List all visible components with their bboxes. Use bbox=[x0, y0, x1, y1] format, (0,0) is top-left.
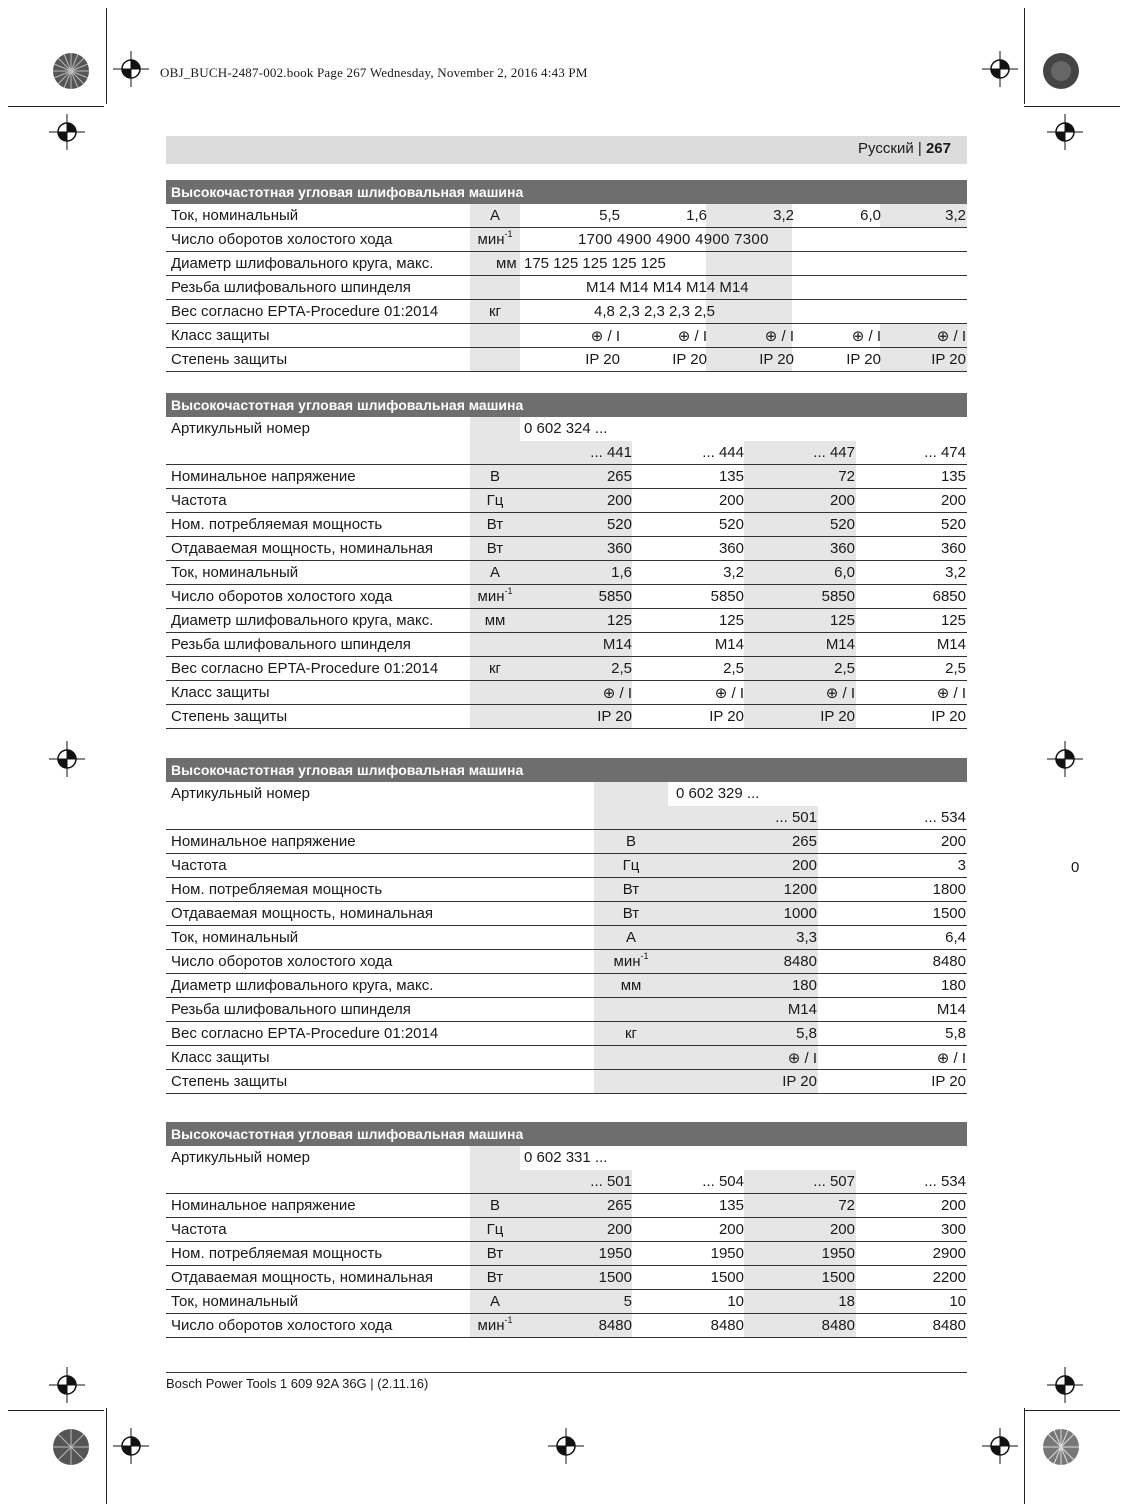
table-row bbox=[166, 276, 967, 300]
table-row bbox=[166, 609, 967, 633]
article-label: Артикульный номер bbox=[171, 1149, 310, 1166]
row-label: Вес согласно EPTA-Procedure 01:2014 bbox=[171, 303, 439, 320]
value-cell: M14 bbox=[825, 636, 855, 653]
side-mark: 0 bbox=[1071, 859, 1080, 876]
value-cell: 1500 bbox=[598, 1269, 632, 1286]
row-label: Класс защиты bbox=[171, 327, 270, 344]
row-unit: мин$^{-1}$ bbox=[613, 951, 649, 970]
row-unit: мин$^{-1}$ bbox=[477, 1315, 513, 1334]
row-label: Вес согласно EPTA-Procedure 01:2014 bbox=[171, 1025, 439, 1042]
value-cell: 1950 bbox=[821, 1245, 855, 1262]
article-label: Артикульный номер bbox=[171, 420, 310, 437]
article-number: 0 602 331 ... bbox=[524, 1149, 608, 1166]
value-cell: M14 bbox=[714, 636, 744, 653]
value-cell: 1,6 bbox=[611, 564, 632, 581]
row-label: Частота bbox=[171, 1221, 227, 1238]
table-row bbox=[166, 1022, 967, 1046]
model-row bbox=[166, 806, 967, 830]
color-wheel-top-right bbox=[1042, 52, 1080, 90]
value-cell: 5,5 bbox=[599, 207, 620, 224]
value-cell: 1500 bbox=[932, 905, 966, 922]
value-cell: IP 20 bbox=[931, 708, 966, 725]
article-number: 0 602 324 ... bbox=[524, 420, 608, 437]
protection-class-icon: ⊕ / I bbox=[714, 685, 744, 702]
table-row bbox=[166, 1046, 967, 1070]
value-cell: 125 bbox=[606, 612, 632, 629]
table-row bbox=[166, 513, 967, 537]
crop-line bbox=[106, 1408, 107, 1504]
value-cell: M14 bbox=[936, 636, 966, 653]
value-cell: 520 bbox=[718, 516, 744, 533]
row-label: Диаметр шлифовального круга, макс. bbox=[171, 977, 434, 994]
value-cell: 200 bbox=[829, 1221, 855, 1238]
spec-table-1 bbox=[166, 180, 967, 372]
table-row bbox=[166, 998, 967, 1022]
row-label: Частота bbox=[171, 857, 227, 874]
page-header-text bbox=[858, 140, 951, 157]
registration-mark-top-right bbox=[982, 51, 1018, 87]
article-number: 0 602 329 ... bbox=[676, 785, 760, 802]
value-cell: IP 20 bbox=[931, 1073, 966, 1090]
table-row bbox=[166, 705, 967, 729]
row-unit: Гц bbox=[486, 1221, 504, 1238]
value-cell: 3 bbox=[957, 857, 966, 874]
protection-class-icon: ⊕ / I bbox=[764, 328, 794, 345]
row-label: Ток, номинальный bbox=[171, 1293, 299, 1310]
value-cell: 180 bbox=[791, 977, 817, 994]
value-cell: 6,4 bbox=[945, 929, 966, 946]
row-label: Степень защиты bbox=[171, 1073, 288, 1090]
table-row bbox=[166, 300, 967, 324]
value-cell: 1950 bbox=[710, 1245, 744, 1262]
row-unit: мм bbox=[620, 977, 642, 994]
language-label: Русский bbox=[858, 140, 914, 157]
table-row bbox=[166, 854, 967, 878]
value-cell: 125 bbox=[718, 612, 744, 629]
value-cell: 520 bbox=[829, 516, 855, 533]
protection-class-icon: ⊕ / I bbox=[590, 328, 620, 345]
value-cell: M14 bbox=[602, 636, 632, 653]
value-cell: M14 bbox=[936, 1001, 966, 1018]
value-cell: 360 bbox=[829, 540, 855, 557]
value-cell: 200 bbox=[718, 1221, 744, 1238]
row-unit: Гц bbox=[622, 857, 640, 874]
registration-mark-bottom-left bbox=[113, 1428, 149, 1464]
table-title: Высокочастотная угловая шлифовальная машина bbox=[166, 180, 967, 204]
row-label: Ном. потребляемая мощность bbox=[171, 516, 383, 533]
value-cell: 18 bbox=[838, 1293, 855, 1310]
row-label: Вес согласно EPTA-Procedure 01:2014 bbox=[171, 660, 439, 677]
value-cell: 265 bbox=[606, 468, 632, 485]
row-label: Отдаваемая мощность, номинальная bbox=[171, 1269, 433, 1286]
value-cell: 8480 bbox=[783, 953, 817, 970]
registration-mark-left-upper bbox=[49, 114, 85, 150]
row-unit: A bbox=[489, 564, 500, 581]
row-unit: Вт bbox=[486, 1245, 504, 1262]
value-cell: 265 bbox=[791, 833, 817, 850]
model-number: ... 501 bbox=[775, 809, 817, 826]
spec-table-4 bbox=[166, 1122, 967, 1338]
table-row bbox=[166, 830, 967, 854]
table-row bbox=[166, 1242, 967, 1266]
value-cell: 135 bbox=[718, 468, 744, 485]
value-cell: 6,0 bbox=[860, 207, 881, 224]
page-footer: Bosch Power Tools 1 609 92A 36G | (2.11.16) bbox=[166, 1376, 429, 1391]
value-cell: 1,6 bbox=[686, 207, 707, 224]
row-unit: Вт bbox=[622, 881, 640, 898]
model-number: ... 441 bbox=[590, 444, 632, 461]
model-number: ... 534 bbox=[924, 1173, 966, 1190]
table-row bbox=[166, 228, 967, 252]
table-title: Высокочастотная угловая шлифовальная машина bbox=[166, 393, 967, 417]
value-cell: 10 bbox=[727, 1293, 744, 1310]
protection-class-icon: ⊕ / I bbox=[936, 1050, 966, 1067]
value-cell: 360 bbox=[606, 540, 632, 557]
value-cell: 2,5 bbox=[723, 660, 744, 677]
row-label: Ток, номинальный bbox=[171, 929, 299, 946]
row-unit: A bbox=[489, 1293, 500, 1310]
value-cell: 5850 bbox=[710, 588, 744, 605]
row-label: Диаметр шлифовального круга, макс. bbox=[171, 255, 434, 272]
table-row bbox=[166, 950, 967, 974]
crop-line bbox=[8, 106, 104, 107]
table-title: Высокочастотная угловая шлифовальная машина bbox=[166, 758, 967, 782]
value-cell: 1950 bbox=[598, 1245, 632, 1262]
color-wheel-bottom-left bbox=[52, 1428, 90, 1466]
row-label: Отдаваемая мощность, номинальная bbox=[171, 905, 433, 922]
value-cell: 360 bbox=[718, 540, 744, 557]
crop-line bbox=[1024, 1408, 1025, 1504]
value-cell: IP 20 bbox=[672, 351, 707, 368]
registration-mark-right-upper bbox=[1047, 114, 1083, 150]
row-unit: Вт bbox=[622, 905, 640, 922]
value-cell: 3,3 bbox=[796, 929, 817, 946]
value-cell: 5,8 bbox=[945, 1025, 966, 1042]
table-row bbox=[166, 878, 967, 902]
value-cell: IP 20 bbox=[846, 351, 881, 368]
value-cell: 125 bbox=[829, 612, 855, 629]
table-row bbox=[166, 1266, 967, 1290]
table-row bbox=[166, 657, 967, 681]
row-unit: Вт bbox=[486, 516, 504, 533]
value-cell: 5850 bbox=[598, 588, 632, 605]
row-unit: мм bbox=[484, 612, 506, 629]
value-cell: 135 bbox=[718, 1197, 744, 1214]
color-wheel-bottom-right bbox=[1042, 1428, 1080, 1466]
row-unit: В bbox=[489, 468, 500, 485]
row-unit: кг bbox=[624, 1025, 638, 1042]
registration-mark-bottom-right bbox=[982, 1428, 1018, 1464]
model-number: ... 504 bbox=[702, 1173, 744, 1190]
registration-mark-top-left bbox=[113, 51, 149, 87]
row-unit: Вт bbox=[486, 540, 504, 557]
value-cell: 200 bbox=[606, 1221, 632, 1238]
table-row bbox=[166, 902, 967, 926]
value-cell: 8480 bbox=[932, 1317, 966, 1334]
color-wheel-top-left bbox=[52, 52, 90, 90]
row-label: Резьба шлифовального шпинделя bbox=[171, 279, 411, 296]
model-number: ... 474 bbox=[924, 444, 966, 461]
value-cell: 5850 bbox=[821, 588, 855, 605]
row-unit: Вт bbox=[486, 1269, 504, 1286]
row-unit: A bbox=[489, 207, 500, 224]
value-cell: IP 20 bbox=[585, 351, 620, 368]
table-row bbox=[166, 204, 967, 228]
article-label: Артикульный номер bbox=[171, 785, 310, 802]
table-row bbox=[166, 681, 967, 705]
row-label: Резьба шлифовального шпинделя bbox=[171, 636, 411, 653]
value-cell: 125 bbox=[940, 612, 966, 629]
value-cell: 135 bbox=[940, 468, 966, 485]
table-row bbox=[166, 489, 967, 513]
row-unit: мин$^{-1}$ bbox=[477, 586, 513, 605]
value-cell: 2900 bbox=[932, 1245, 966, 1262]
table-row bbox=[166, 1314, 967, 1338]
value-cell: 10 bbox=[949, 1293, 966, 1310]
value-cell: 72 bbox=[838, 468, 855, 485]
value-cell: 1000 bbox=[783, 905, 817, 922]
value-cell: 4,8 2,3 2,3 2,3 2,5 bbox=[594, 303, 715, 320]
crop-line bbox=[106, 8, 107, 104]
value-cell: IP 20 bbox=[709, 708, 744, 725]
spec-table-3 bbox=[166, 758, 967, 1094]
value-cell: M14 M14 M14 M14 M14 bbox=[586, 279, 749, 296]
value-cell: 8480 bbox=[598, 1317, 632, 1334]
value-cell: 8480 bbox=[710, 1317, 744, 1334]
row-label: Число оборотов холостого хода bbox=[171, 1317, 393, 1334]
table-row bbox=[166, 348, 967, 372]
row-label: Диаметр шлифовального круга, макс. bbox=[171, 612, 434, 629]
value-cell: 200 bbox=[718, 492, 744, 509]
row-label: Отдаваемая мощность, номинальная bbox=[171, 540, 433, 557]
value-cell: 1500 bbox=[710, 1269, 744, 1286]
protection-class-icon: ⊕ / I bbox=[825, 685, 855, 702]
row-unit: Гц bbox=[486, 492, 504, 509]
value-cell: 2,5 bbox=[611, 660, 632, 677]
row-label: Ток, номинальный bbox=[171, 564, 299, 581]
row-unit: В bbox=[625, 833, 636, 850]
model-number: ... 534 bbox=[924, 809, 966, 826]
row-label: Число оборотов холостого хода bbox=[171, 953, 393, 970]
crop-line bbox=[1024, 1410, 1120, 1411]
model-number: ... 501 bbox=[590, 1173, 632, 1190]
table-row bbox=[166, 252, 967, 276]
crop-line bbox=[8, 1410, 104, 1411]
model-number: ... 507 bbox=[813, 1173, 855, 1190]
table-title: Высокочастотная угловая шлифовальная машина bbox=[166, 1122, 967, 1146]
value-cell: 1500 bbox=[821, 1269, 855, 1286]
header-separator: | bbox=[917, 140, 922, 157]
article-row bbox=[166, 1146, 967, 1170]
value-cell: 3,2 bbox=[723, 564, 744, 581]
value-cell: IP 20 bbox=[931, 351, 966, 368]
protection-class-icon: ⊕ / I bbox=[787, 1050, 817, 1067]
value-cell: 360 bbox=[940, 540, 966, 557]
row-unit: мм bbox=[496, 255, 517, 272]
print-slug: OBJ_BUCH-2487-002.book Page 267 Wednesday, November 2, 2016 4:43 PM bbox=[160, 65, 588, 80]
value-cell: 6850 bbox=[932, 588, 966, 605]
value-cell: 1200 bbox=[783, 881, 817, 898]
table-row bbox=[166, 1070, 967, 1094]
model-row bbox=[166, 1170, 967, 1194]
value-cell: 200 bbox=[791, 857, 817, 874]
value-cell: 520 bbox=[940, 516, 966, 533]
registration-mark-right-lower bbox=[1047, 1367, 1083, 1403]
row-unit: кг bbox=[488, 660, 502, 677]
model-number: ... 447 bbox=[813, 444, 855, 461]
row-label: Число оборотов холостого хода bbox=[171, 231, 393, 248]
value-cell: 200 bbox=[940, 833, 966, 850]
protection-class-icon: ⊕ / I bbox=[602, 685, 632, 702]
row-label: Частота bbox=[171, 492, 227, 509]
value-cell: 2,5 bbox=[834, 660, 855, 677]
row-unit: кг bbox=[488, 303, 502, 320]
row-unit: В bbox=[489, 1197, 500, 1214]
row-label: Резьба шлифовального шпинделя bbox=[171, 1001, 411, 1018]
row-label: Номинальное напряжение bbox=[171, 833, 356, 850]
value-cell: 8480 bbox=[932, 953, 966, 970]
value-cell: 200 bbox=[606, 492, 632, 509]
protection-class-icon: ⊕ / I bbox=[936, 685, 966, 702]
value-cell: 5 bbox=[623, 1293, 632, 1310]
registration-mark-right-middle bbox=[1047, 741, 1083, 777]
table-row bbox=[166, 1290, 967, 1314]
registration-mark-bottom-center bbox=[548, 1428, 584, 1464]
table-row bbox=[166, 1218, 967, 1242]
article-row bbox=[166, 417, 967, 441]
table-row bbox=[166, 324, 967, 348]
row-label: Число оборотов холостого хода bbox=[171, 588, 393, 605]
row-label: Ном. потребляемая мощность bbox=[171, 1245, 383, 1262]
value-cell: 200 bbox=[829, 492, 855, 509]
value-cell: 1800 bbox=[932, 881, 966, 898]
protection-class-icon: ⊕ / I bbox=[677, 328, 707, 345]
value-cell: 1700 4900 4900 4900 7300 bbox=[578, 231, 769, 248]
registration-mark-left-lower bbox=[49, 1367, 85, 1403]
article-row bbox=[166, 782, 967, 806]
value-cell: 6,0 bbox=[834, 564, 855, 581]
value-cell: IP 20 bbox=[759, 351, 794, 368]
spec-table-2 bbox=[166, 393, 967, 729]
value-cell: 180 bbox=[940, 977, 966, 994]
value-cell: 3,2 bbox=[773, 207, 794, 224]
row-label: Ток, номинальный bbox=[171, 207, 299, 224]
value-cell: 520 bbox=[606, 516, 632, 533]
footer-rule bbox=[166, 1372, 967, 1373]
value-cell: IP 20 bbox=[597, 708, 632, 725]
value-cell: IP 20 bbox=[820, 708, 855, 725]
table-row bbox=[166, 465, 967, 489]
value-cell: 2200 bbox=[932, 1269, 966, 1286]
model-row bbox=[166, 441, 967, 465]
registration-mark-left-middle bbox=[49, 741, 85, 777]
table-row bbox=[166, 974, 967, 998]
value-cell: 5,8 bbox=[796, 1025, 817, 1042]
value-cell: IP 20 bbox=[782, 1073, 817, 1090]
value-cell: 200 bbox=[940, 492, 966, 509]
page-header bbox=[166, 136, 967, 164]
row-label: Номинальное напряжение bbox=[171, 1197, 356, 1214]
value-cell: 265 bbox=[606, 1197, 632, 1214]
table-row bbox=[166, 633, 967, 657]
table-row bbox=[166, 561, 967, 585]
table-row bbox=[166, 537, 967, 561]
row-label: Номинальное напряжение bbox=[171, 468, 356, 485]
row-unit: мин$^{-1}$ bbox=[477, 229, 513, 248]
row-label: Класс защиты bbox=[171, 684, 270, 701]
value-cell: 8480 bbox=[821, 1317, 855, 1334]
value-cell: 300 bbox=[940, 1221, 966, 1238]
row-label: Степень защиты bbox=[171, 708, 288, 725]
row-unit: A bbox=[625, 929, 636, 946]
protection-class-icon: ⊕ / I bbox=[936, 328, 966, 345]
crop-line bbox=[1024, 8, 1025, 104]
value-cell: 175 125 125 125 125 bbox=[524, 255, 666, 272]
value-cell: 200 bbox=[940, 1197, 966, 1214]
value-cell: 3,2 bbox=[945, 207, 966, 224]
value-cell: M14 bbox=[787, 1001, 817, 1018]
protection-class-icon: ⊕ / I bbox=[851, 328, 881, 345]
table-row bbox=[166, 585, 967, 609]
row-label: Степень защиты bbox=[171, 351, 288, 368]
table-row bbox=[166, 926, 967, 950]
row-label: Класс защиты bbox=[171, 1049, 270, 1066]
model-number: ... 444 bbox=[702, 444, 744, 461]
page-number: 267 bbox=[925, 140, 951, 157]
row-label: Ном. потребляемая мощность bbox=[171, 881, 383, 898]
table-row bbox=[166, 1194, 967, 1218]
value-cell: 3,2 bbox=[945, 564, 966, 581]
value-cell: 2,5 bbox=[945, 660, 966, 677]
value-cell: 72 bbox=[838, 1197, 855, 1214]
crop-line bbox=[1024, 106, 1120, 107]
